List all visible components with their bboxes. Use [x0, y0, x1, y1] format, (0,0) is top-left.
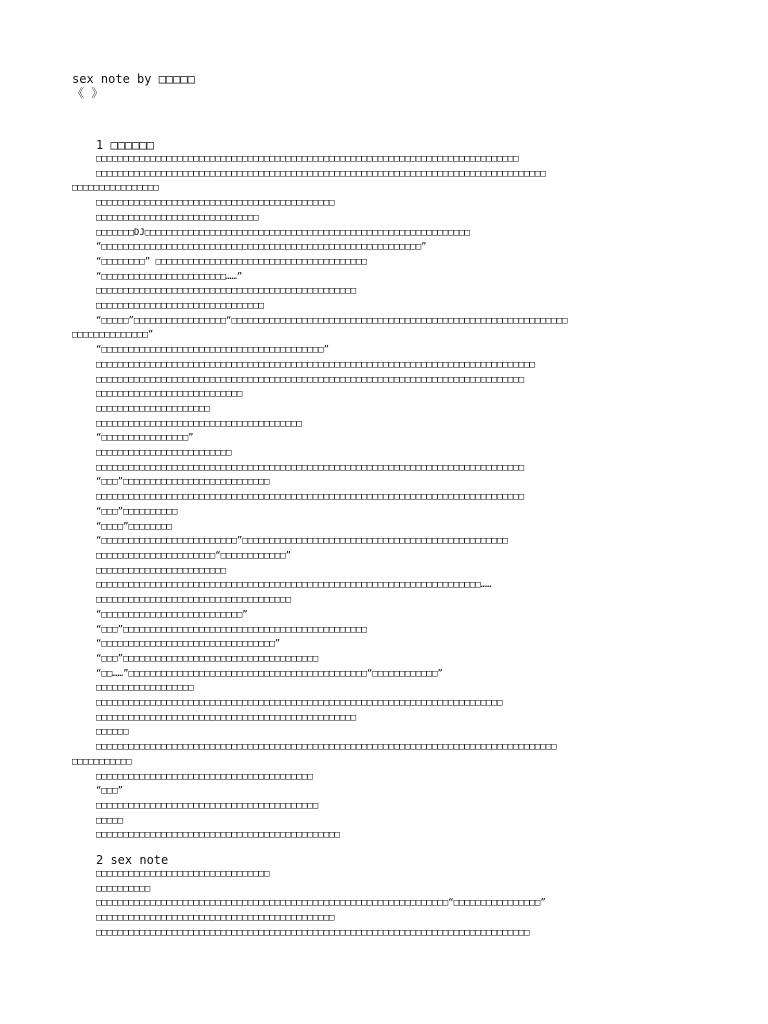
text-line: “□□□□□□□□” □□□□□□□□□□□□□□□□□□□□□□□□□□□□□□□□□□□□□□□ — [96, 256, 367, 267]
text-line: □□□□□□□□□□□□□□□□□□□□□□□□□□□□□□□□□□□□□□□□□□□□□□□□□□□□□□□□□□□□□□□□□□□□□□□□□□□ — [96, 698, 503, 709]
text-line: “□□□□□□□□□□□□□□□□□□□□□□□□□□□□□□□□□□□□□□□□□” — [96, 345, 329, 356]
text-line: □□□□□□□□□□□□□□□□□□□□□□□□□□□□□□ — [96, 212, 259, 223]
text-line: □□□□□□□□□□□□□□□□□□ — [96, 683, 194, 694]
section-1 — [72, 138, 702, 843]
document-page — [72, 72, 702, 941]
text-line: “□□□” — [96, 786, 124, 797]
text-line: □□□□□□□□□□□□□□□□□□□□□□□□□□□□□□□□□□□□□□□□□□□□□□□□□□□□□□□□□□□□□□□□□□□□□□□□□□□□□□□□□□□□□ — [96, 742, 557, 753]
text-line: □□□□□□□□□□□□□□□□□□□□□□□□□□□□□□□□□□□□□□□□□□□□□□□□ — [96, 286, 357, 297]
text-line: □□□□□ — [96, 815, 124, 826]
text-line: □□□□□□ — [96, 727, 129, 738]
text-line: “□□□□□”□□□□□□□□□□□□□□□□□“□□□□□□□□□□□□□□□□□□□□□□□□□□□□□□□□□□□□□□□□□□□□□□□□□□□□□□□□□□□□□□ — [96, 315, 568, 326]
text-line: □□□□□□□□□□□□□□□□□□□□□□□□□□□□□□□□□□□□□□□□□□□□□□□□□□□□□□□□□□□□□□□□□“□□□□□□□□□□□□□□□□” — [96, 898, 546, 909]
text-line: □□□□□□□□□□□□□□□□□□□□□□□□□□□□□□□□□□□□□□□□□□□□□□□□□□□□□□□□□□□□□□□□□□□□□□□□□□□□□□ — [96, 154, 519, 164]
text-line: □□□□□□□□□□□□□□□□□□□□□□□□□□□□□□□□□□□□□□□□□□□□□□□□□□□□□□□□□□□□□□□□□□□□□□□□□□□□□□□□□ — [96, 359, 535, 370]
text-line: □□□□□□□□□□□□□□□□□□□□□□□□□□□□□□□ — [96, 301, 264, 312]
text-line: “□□□”□□□□□□□□□□□□□□□□□□□□□□□□□□□□□□□□□□□□ — [96, 653, 319, 664]
text-line: “□□□□□□□□□□□□□□□□□□□□□□□□□□” — [96, 609, 248, 620]
section-gap — [72, 843, 702, 853]
text-line: “□□……”□□□□□□□□□□□□□□□□□□□□□□□□□□□□□□□□□□□□□□□□□□□□“□□□□□□□□□□□□” — [96, 668, 443, 679]
text-line: □□□□□□□□□□□□□□” — [72, 330, 154, 341]
text-line: □□□□□□□□□□□□□□□□□□□□□□□□□□□□□□□□□□□□□□□□□□□□□□□□□□□□□□□□□□□□□□□□□□□□□□□…… — [96, 580, 492, 591]
text-line: □□□□□□□□□□□□□□□□□□□□□□□□□□□ — [96, 389, 243, 400]
text-line: □□□□□□□□□□□□□□□□□□□□□ — [96, 403, 210, 414]
text-line: □□□□□□□DJ□□□□□□□□□□□□□□□□□□□□□□□□□□□□□□□□□□□□□□□□□□□□□□□□□□□□□□□□□□□□ — [96, 227, 470, 238]
text-line: □□□□□□□□□□ — [96, 883, 151, 894]
text-line: □□□□□□□□□□□□□□□□□□□□□□□□□□□□□□□□□□□□□□□□□□□□□ — [96, 830, 340, 841]
text-line: □□□□□□□□□□□□□□□□ — [72, 183, 159, 194]
text-line: “□□□”□□□□□□□□□□□□□□□□□□□□□□□□□□□ — [96, 477, 270, 488]
text-line: □□□□□□□□□□□□□□□□□□□□□□□□□□□□□□□□□□□□□□□□ — [96, 771, 313, 782]
section-heading: 1 □□□□□□ — [96, 138, 154, 152]
text-line: □□□□□□□□□□□□□□□□□□□□□□□□□□□□□□□□□□□□□□□□□□□□□□□□□□□□□□□□□□□□□□□□□□□□□□□□□□□□□□□ — [96, 374, 525, 385]
text-line: □□□□□□□□□□□□□□□□□□□□□□□□□□□□□□□□□□□□□□□□□□□□ — [96, 913, 335, 924]
text-line: “□□□”□□□□□□□□□□ — [96, 506, 178, 517]
text-line: □□□□□□□□□□□□□□□□□□□□□□□□□□□□□□□□□□□□□□□□□□□□□□□□□□□□□□□□□□□□□□□□□□□□□□□□□□□□□□□ — [96, 462, 525, 473]
text-line: □□□□□□□□□□□□□□□□□□□□□□□□□□□□□□□□ — [96, 869, 270, 880]
document-subtitle: 《 》 — [72, 86, 104, 100]
text-line: “□□□□□□□□□□□□□□□□□□□□□□□□□□□□□□□□” — [96, 639, 281, 650]
text-line: □□□□□□□□□□□□□□□□□□□□□□□□□□□□□□□□□□□□□□ — [96, 418, 302, 429]
text-line: □□□□□□□□□□□□□□□□□□□□□□□□□□□□□□□□□□□□□□□□□□□□□□□□ — [96, 712, 357, 723]
text-line: □□□□□□□□□□□ — [72, 756, 132, 767]
text-line: “□□□□□□□□□□□□□□□□□□□□□□□……” — [96, 271, 243, 282]
text-line: □□□□□□□□□□□□□□□□□□□□□□□□ — [96, 565, 227, 576]
text-line: “□□□□”□□□□□□□□ — [96, 521, 172, 532]
text-line: “□□□□□□□□□□□□□□□□□□□□□□□□□□□□□□□□□□□□□□□□□□□□□□□□□□□□□□□□□□□” — [96, 242, 427, 253]
section-heading: 2 sex note — [96, 853, 169, 868]
text-line: “□□□□□□□□□□□□□□□□□□□□□□□□□”□□□□□□□□□□□□□□□□□□□□□□□□□□□□□□□□□□□□□□□□□□□□□□□□□ — [96, 536, 508, 547]
text-line: □□□□□□□□□□□□□□□□□□□□□□□□□□□□□□□□□□□□□□□□□□□□ — [96, 198, 335, 209]
text-line: □□□□□□□□□□□□□□□□□□□□□□“□□□□□□□□□□□□” — [96, 550, 292, 561]
text-line: □□□□□□□□□□□□□□□□□□□□□□□□□□□□□□□□□□□□□□□□□ — [96, 800, 319, 811]
text-line: □□□□□□□□□□□□□□□□□□□□□□□□□□□□□□□□□□□□□□□□□□□□□□□□□□□□□□□□□□□□□□□□□□□□□□□□□□□□□□□□□□□ — [96, 168, 546, 179]
text-line: □□□□□□□□□□□□□□□□□□□□□□□□□□□□□□□□□□□□ — [96, 595, 292, 606]
document-title: sex note by □□□□□ — [72, 72, 195, 86]
document-body — [72, 138, 702, 941]
section-2 — [72, 853, 702, 941]
text-line: “□□□□□□□□□□□□□□□□” — [96, 433, 194, 444]
text-line: □□□□□□□□□□□□□□□□□□□□□□□□□ — [96, 448, 232, 459]
text-line: “□□□”□□□□□□□□□□□□□□□□□□□□□□□□□□□□□□□□□□□□□□□□□□□□□ — [96, 624, 367, 635]
text-line: □□□□□□□□□□□□□□□□□□□□□□□□□□□□□□□□□□□□□□□□□□□□□□□□□□□□□□□□□□□□□□□□□□□□□□□□□□□□□□□ — [96, 492, 525, 503]
text-line: □□□□□□□□□□□□□□□□□□□□□□□□□□□□□□□□□□□□□□□□□□□□□□□□□□□□□□□□□□□□□□□□□□□□□□□□□□□□□□□□ — [96, 927, 530, 938]
